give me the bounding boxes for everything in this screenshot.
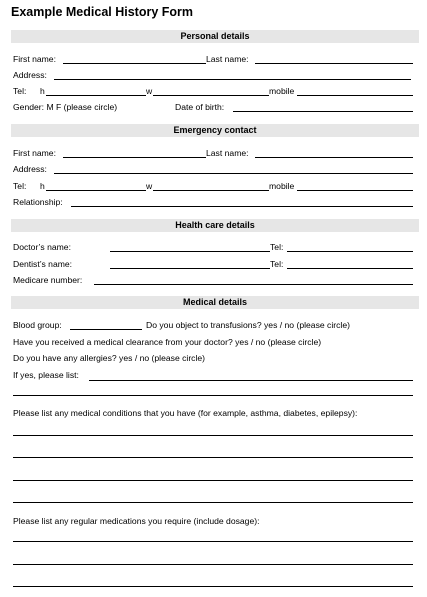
conditions-line[interactable] bbox=[13, 435, 413, 436]
doctor-name-field[interactable] bbox=[110, 251, 270, 252]
emergency-work-phone-field[interactable] bbox=[153, 190, 269, 191]
medicare-number-field[interactable] bbox=[94, 284, 413, 285]
dentist-name-label: Dentist’s name: bbox=[13, 259, 73, 269]
personal-last-name-field[interactable] bbox=[255, 63, 413, 64]
personal-first-name-field[interactable] bbox=[63, 63, 206, 64]
emergency-home-phone-field[interactable] bbox=[46, 190, 146, 191]
personal-mobile-label: mobile bbox=[269, 86, 295, 96]
personal-gender-label: Gender: M F (please circle) bbox=[13, 102, 118, 112]
medicare-number-label: Medicare number: bbox=[13, 275, 83, 285]
form-title: Example Medical History Form bbox=[11, 5, 194, 19]
personal-tel-label: Tel: bbox=[13, 86, 27, 96]
blood-group-field[interactable] bbox=[70, 329, 142, 330]
conditions-line[interactable] bbox=[13, 502, 413, 503]
emergency-mobile-label: mobile bbox=[269, 181, 295, 191]
emergency-relationship-field[interactable] bbox=[71, 206, 413, 207]
emergency-first-name-field[interactable] bbox=[63, 157, 206, 158]
personal-last-name-label: Last name: bbox=[206, 54, 249, 64]
personal-first-name-label: First name: bbox=[13, 54, 56, 64]
health-care-details-header: Health care details bbox=[11, 219, 419, 232]
medications-line[interactable] bbox=[13, 564, 413, 565]
personal-address-field[interactable] bbox=[54, 79, 411, 80]
emergency-contact-header: Emergency contact bbox=[11, 124, 419, 137]
conditions-line[interactable] bbox=[13, 480, 413, 481]
personal-dob-label: Date of birth: bbox=[175, 102, 225, 112]
personal-dob-field[interactable] bbox=[233, 111, 413, 112]
allergies-list-field[interactable] bbox=[89, 380, 413, 381]
personal-work-label: w bbox=[146, 86, 153, 96]
emergency-relationship-label: Relationship: bbox=[13, 197, 63, 207]
emergency-last-name-field[interactable] bbox=[255, 157, 413, 158]
allergies-question: Do you have any allergies? yes / no (please circle) bbox=[13, 353, 206, 363]
medications-prompt: Please list any regular medications you require (include dosage): bbox=[13, 516, 260, 526]
emergency-last-name-label: Last name: bbox=[206, 148, 249, 158]
emergency-address-field[interactable] bbox=[54, 173, 413, 174]
emergency-first-name-label: First name: bbox=[13, 148, 56, 158]
doctor-tel-field[interactable] bbox=[287, 251, 413, 252]
dentist-tel-field[interactable] bbox=[287, 268, 413, 269]
emergency-tel-label: Tel: bbox=[13, 181, 27, 191]
medical-details-header: Medical details bbox=[11, 296, 419, 309]
transfusions-question: Do you object to transfusions? yes / no (please circle) bbox=[146, 320, 350, 330]
doctor-name-label: Doctor’s name: bbox=[13, 242, 71, 252]
doctor-tel-label: Tel: bbox=[270, 242, 284, 252]
personal-address-label: Address: bbox=[13, 70, 47, 80]
allergies-list-label: If yes, please list: bbox=[13, 370, 79, 380]
personal-mobile-field[interactable] bbox=[297, 95, 413, 96]
emergency-mobile-field[interactable] bbox=[297, 190, 413, 191]
personal-home-label: h bbox=[40, 86, 45, 96]
clearance-question: Have you received a medical clearance from your doctor? yes / no (please circle) bbox=[13, 337, 322, 347]
dentist-name-field[interactable] bbox=[110, 268, 270, 269]
blood-group-label: Blood group: bbox=[13, 320, 62, 330]
personal-details-header: Personal details bbox=[11, 30, 419, 43]
allergies-list-line[interactable] bbox=[13, 395, 413, 396]
emergency-address-label: Address: bbox=[13, 164, 47, 174]
personal-home-phone-field[interactable] bbox=[46, 95, 146, 96]
emergency-work-label: w bbox=[146, 181, 153, 191]
medications-line[interactable] bbox=[13, 541, 413, 542]
medications-line[interactable] bbox=[13, 586, 413, 587]
personal-work-phone-field[interactable] bbox=[153, 95, 269, 96]
dentist-tel-label: Tel: bbox=[270, 259, 284, 269]
conditions-prompt: Please list any medical conditions that you have (for example, asthma, diabetes, epilepsy): bbox=[13, 408, 358, 418]
conditions-line[interactable] bbox=[13, 457, 413, 458]
emergency-home-label: h bbox=[40, 181, 45, 191]
